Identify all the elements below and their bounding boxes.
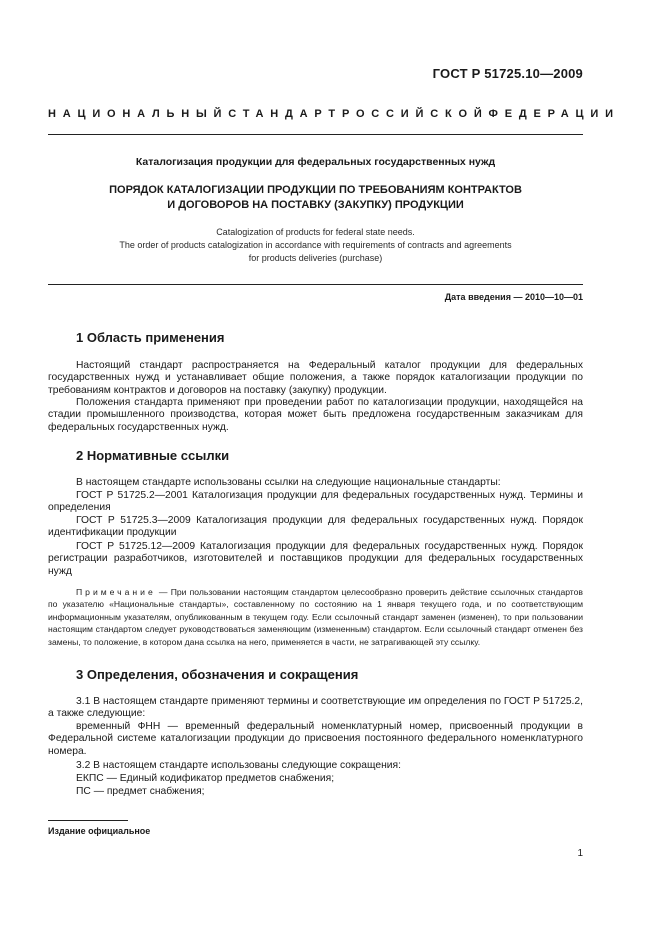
title-line: ПОРЯДОК КАТАЛОГИЗАЦИИ ПРОДУКЦИИ ПО ТРЕБОВАНИЯМ КОНТРАКТОВ [109, 184, 522, 196]
document-subtitle: Каталогизация продукции для федеральных государственных нужд [135, 156, 496, 168]
edition-label: Издание официальное [48, 826, 151, 836]
definitions-paragraph-1: 3.1 В настоящем стандарте применяют термины и соответствующие им определения по ГОСТ Р 51725.2, а также следующие: [48, 696, 583, 720]
document-title [48, 183, 583, 213]
national-standard-banner [48, 108, 620, 120]
footer-divider [48, 820, 128, 821]
references-intro: В настоящем стандарте использованы ссылки на следующие национальные стандарты: [76, 477, 501, 488]
abbreviation-item: ПС — предмет снабжения; [76, 786, 205, 797]
scope-paragraph-2: Положения стандарта применяют при проведении работ по каталогизации продукции, находящейся на стадии промышленного производства, которая может быть предложена государственным заказчикам для федеральных государственных нужд. [48, 397, 583, 433]
scope-paragraph-1: Настоящий стандарт распространяется на Федеральный каталог продукции для федеральных государственных нужд и устанавливает общие положения, а также порядок каталогизации продукции по требованиям контрактов и договоров на поставку (закупку) продукции. [48, 360, 583, 396]
section-heading-scope: 1 Область применения [76, 330, 225, 345]
page-number: 1 [577, 848, 583, 859]
abbreviation-item: ЕКПС — Единый кодификатор предметов снабжения; [76, 773, 335, 784]
section-heading-normative-references: 2 Нормативные ссылки [76, 448, 230, 463]
reference-item: ГОСТ Р 51725.2—2001 Каталогизация продукции для федеральных государственных нужд. Термины и определения [48, 490, 583, 514]
note-label: Примечание [76, 587, 156, 597]
definition-temporary-fnn: временный ФНН — временный федеральный номенклатурный номер, присвоенный продукции в Федеральной системе каталогизации продукции до присвоения постоянного федерального номенклатурного номера. [48, 721, 583, 757]
top-divider [48, 134, 583, 135]
english-title-line: for products deliveries (purchase) [248, 253, 383, 263]
note-text: — При пользовании настоящим стандартом целесообразно проверить действие ссылочных стандартов по указателю «Национальные стандарты», составленному по состоянию на 1 января текущего года, и по соответствующим информационным указателям, опубликованным в текущем году. Если ссылочный стандарт заменен (изменен), то при пользовании настоящим стандартом следует руководствоваться заменяющим (измененным) стандартом. Если ссылочный стандарт отменен без замены, то положение, в котором дана ссылка на него, применяется в части, не затрагивающей эту ссылку. [48, 587, 583, 647]
english-title-line: Catalogization of products for federal state needs. [216, 227, 415, 237]
reference-item: ГОСТ Р 51725.3—2009 Каталогизация продукции для федеральных государственных нужд. Порядок идентификации продукции [48, 515, 583, 539]
banner-word: РОССИЙСКОЙ [341, 108, 489, 120]
banner-word: СТАНДАРТ [228, 108, 342, 120]
section-heading-definitions: 3 Определения, обозначения и сокращения [76, 667, 359, 682]
english-title-line: The order of products catalogization in accordance with requirements of contracts and agreements [119, 240, 512, 250]
title-divider [48, 284, 583, 285]
document-id: ГОСТ Р 51725.10—2009 [432, 66, 583, 81]
abbreviations-intro: 3.2 В настоящем стандарте использованы следующие сокращения: [76, 760, 401, 771]
banner-word: НАЦИОНАЛЬНЫЙ [48, 108, 229, 120]
title-line: И ДОГОВОРОВ НА ПОСТАВКУ (ЗАКУПКУ) ПРОДУКЦИИ [167, 199, 464, 211]
introduction-date: Дата введения — 2010—10—01 [444, 292, 583, 302]
references-note [48, 586, 583, 648]
reference-item: ГОСТ Р 51725.12—2009 Каталогизация продукции для федеральных государственных нужд. Порядок регистрации разработчиков, изготовителей и поставщиков продукции для федеральных государственных нужд [48, 541, 583, 577]
banner-word: ФЕДЕРАЦИИ [488, 108, 620, 120]
english-title [48, 226, 583, 265]
